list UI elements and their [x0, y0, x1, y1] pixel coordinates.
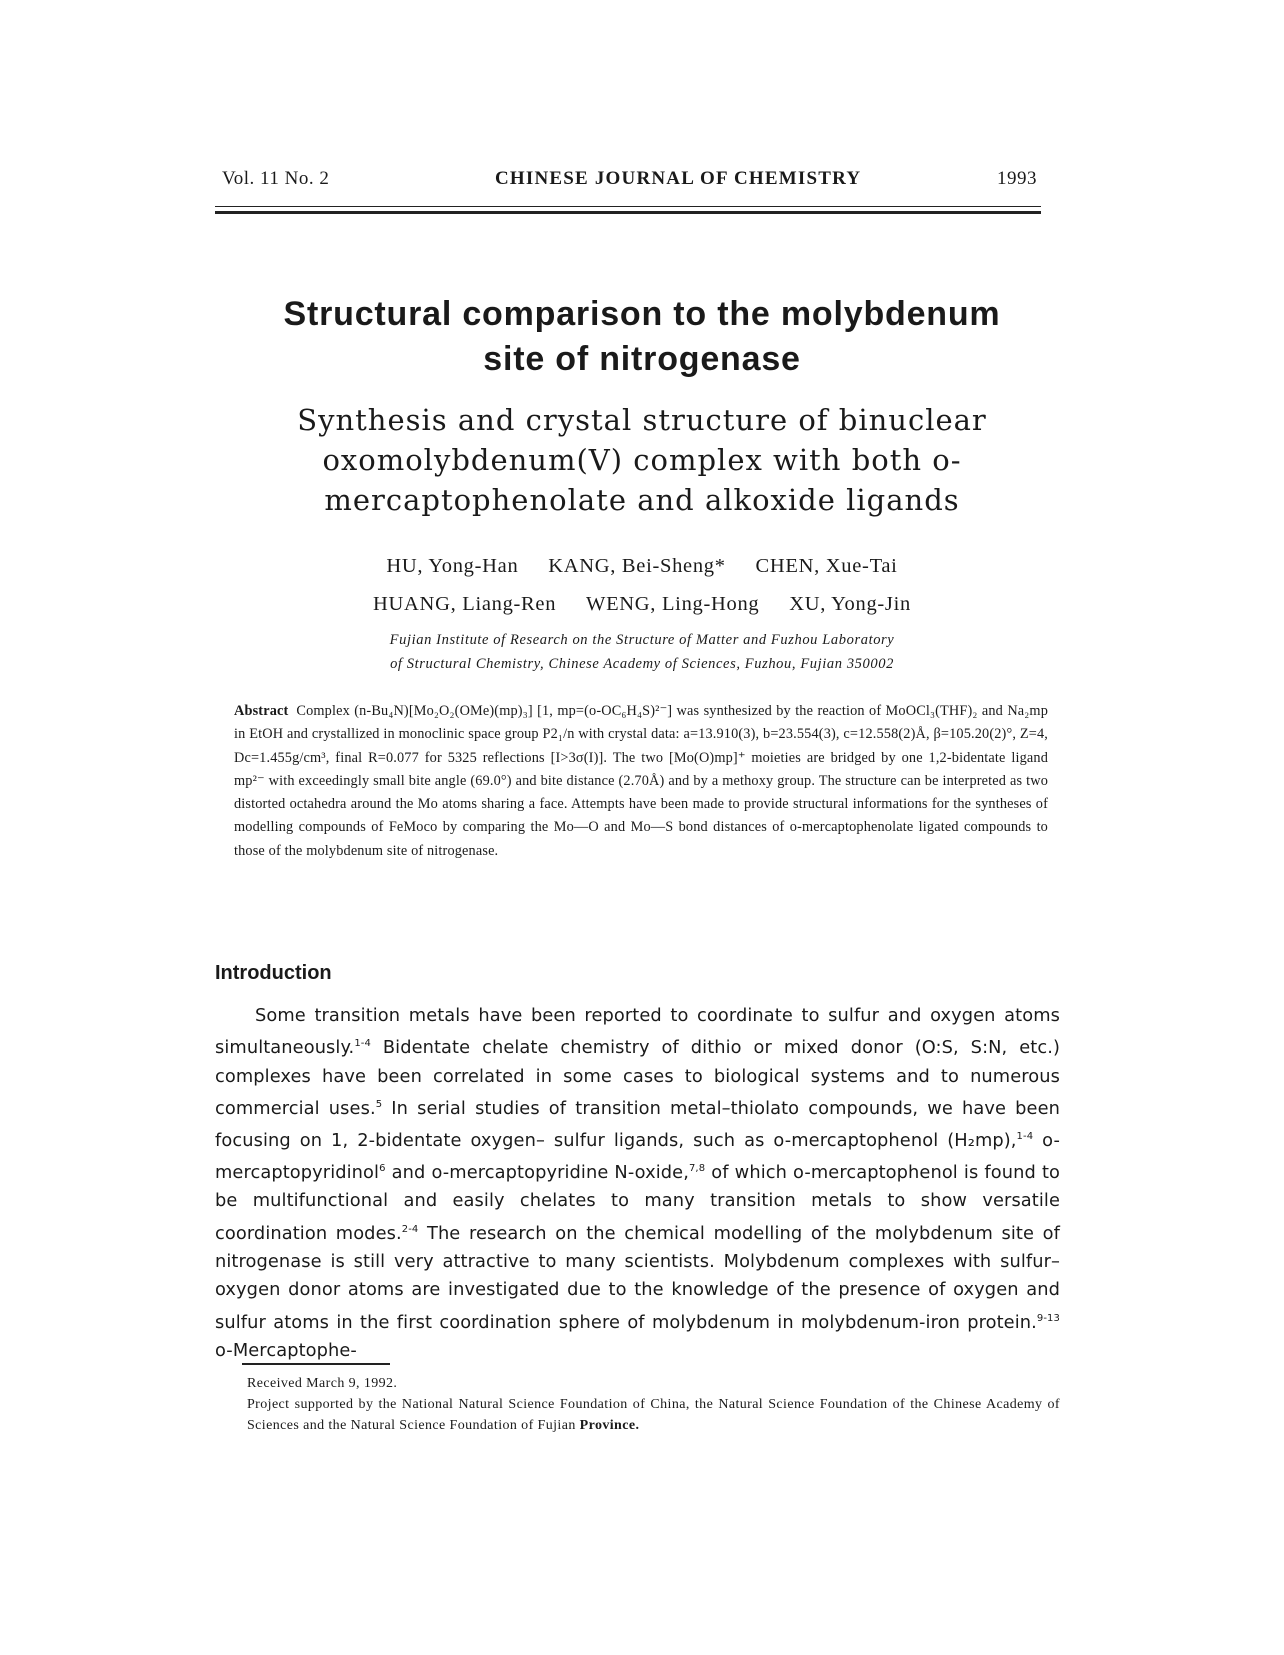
author-name: XU, Yong-Jin [789, 593, 911, 615]
received-date: Received March 9, 1992. [247, 1376, 398, 1391]
author-list [250, 547, 1034, 623]
abstract-label: Abstract [234, 703, 289, 719]
author-name: HUANG, Liang-Ren [373, 593, 557, 615]
footnote [247, 1373, 1060, 1436]
paper-subtitle [250, 400, 1034, 520]
author-row-1 [250, 547, 1034, 585]
author-name: CHEN, Xue-Tai [755, 555, 898, 577]
header-rule-thin [215, 206, 1041, 207]
abstract [234, 700, 1048, 863]
year-label: 1993 [996, 168, 1037, 189]
subtitle-line-1: Synthesis and crystal structure of binuclear [297, 403, 987, 437]
intro-text: of which o-mercaptophenol is found to be multifunctional and easily chelates to many transition metals to show versatile coordination modes. [215, 1162, 1060, 1244]
intro-text: Bidentate chelate chemistry of dithio or mixed donor (O:S, S:N, etc.) complexes have been correlated in some cases to biological systems and to numerous commercial uses. [215, 1037, 1060, 1119]
funding-text-end: Province. [579, 1418, 640, 1433]
volume-label: Vol. 11 No. 2 [222, 168, 330, 189]
funding-text: Project supported by the National Natural Science Foundation of China, the Natural Science Foundation of the Chinese Academy of Sciences and the Natural Science Foundation of Fujian [247, 1397, 1060, 1433]
subtitle-line-2: oxomolybdenum(V) complex with both o- [322, 443, 962, 477]
title-line-2: site of nitrogenase [483, 340, 801, 378]
intro-text: In serial studies of transition metal–thiolato compounds, we have been focusing on 1, 2-bidentate oxygen– sulfur ligands, such as o-mercaptophenol (H₂mp), [215, 1097, 1060, 1151]
abstract-text: Complex (n-Bu₄N)[Mo₂O₂(OMe)(mp)₃] [1, mp=(o-OC₆H₄S)²⁻] was synthesized by the reaction of MoOCl₃(THF)₂ and Na₂mp in EtOH and crystallized in monoclinic space group P2₁/n with crystal data: a=13.910(3), b=23.554(3), c=12.558(2)Å, β=105.20(2)°, Z=4, Dc=1.455g/cm³, final R=0.077 for 5325 reflections [I>3σ(I)]. The two [Mo(O)mp]⁺ moieties are bridged by one 1,2-bidentate ligand mp²⁻ with exceedingly small bite angle (69.0°) and bite distance (2.70Å) and by a methoxy group. The structure can be interpreted as two distorted octahedra around the Mo atoms sharing a face. Attempts have been made to provide structural informations for the syntheses of modelling compounds of FeMoco by comparing the Mo—O and Mo—S bond distances of o-mercaptophenolate ligated compounds to those of the molybdenum site of nitrogenase. [234, 703, 1048, 859]
header-rule-thick [215, 211, 1041, 214]
reference-marker: 7,8 [688, 1163, 706, 1175]
affiliation-line-1: Fujian Institute of Research on the Structure of Matter and Fuzhou Laboratory [389, 632, 895, 648]
footnote-rule [242, 1363, 390, 1365]
reference-marker: 9-13 [1036, 1312, 1060, 1324]
reference-marker: 5 [375, 1098, 383, 1110]
subtitle-line-3: mercaptophenolate and alkoxide ligands [324, 483, 960, 517]
reference-marker: 2-4 [401, 1223, 419, 1235]
author-name: WENG, Ling-Hong [586, 593, 760, 615]
section-heading-introduction: Introduction [215, 962, 332, 984]
funding-note [247, 1394, 1060, 1436]
intro-text: o-mercaptopyridinol [215, 1129, 1060, 1184]
intro-text: The research on the chemical modelling of the molybdenum site of nitrogenase is still very attractive to many scientists. Molybdenum complexes with sulfur–oxygen donor atoms are investigated due to the knowledge of the presence of oxygen and sulfur atoms in the first coordination sphere of molybdenum in molybdenum-iron protein. [215, 1222, 1060, 1333]
journal-name: CHINESE JOURNAL OF CHEMISTRY [494, 168, 862, 189]
intro-text: Some transition metals have been reported to coordinate to sulfur and oxygen atoms simultaneously. [215, 1005, 1060, 1059]
author-name: KANG, Bei-Sheng* [548, 555, 726, 577]
running-header [222, 168, 1037, 190]
reference-marker: 1-4 [354, 1038, 371, 1050]
author-name: HU, Yong-Han [386, 555, 519, 577]
introduction-paragraph [215, 1002, 1060, 1365]
reference-marker: 6 [379, 1163, 386, 1175]
paper-title [200, 292, 1084, 382]
affiliation-line-2: of Structural Chemistry, Chinese Academy of Sciences, Fuzhou, Fujian 350002 [390, 656, 894, 672]
author-row-2 [250, 585, 1034, 623]
title-line-1: Structural comparison to the molybdenum [283, 295, 1001, 333]
intro-text: and o-mercaptopyridine N-oxide, [385, 1162, 689, 1184]
intro-text: o-Mercaptophe- [215, 1339, 357, 1361]
reference-marker: 1-4 [1016, 1131, 1034, 1143]
affiliation [230, 628, 1054, 676]
